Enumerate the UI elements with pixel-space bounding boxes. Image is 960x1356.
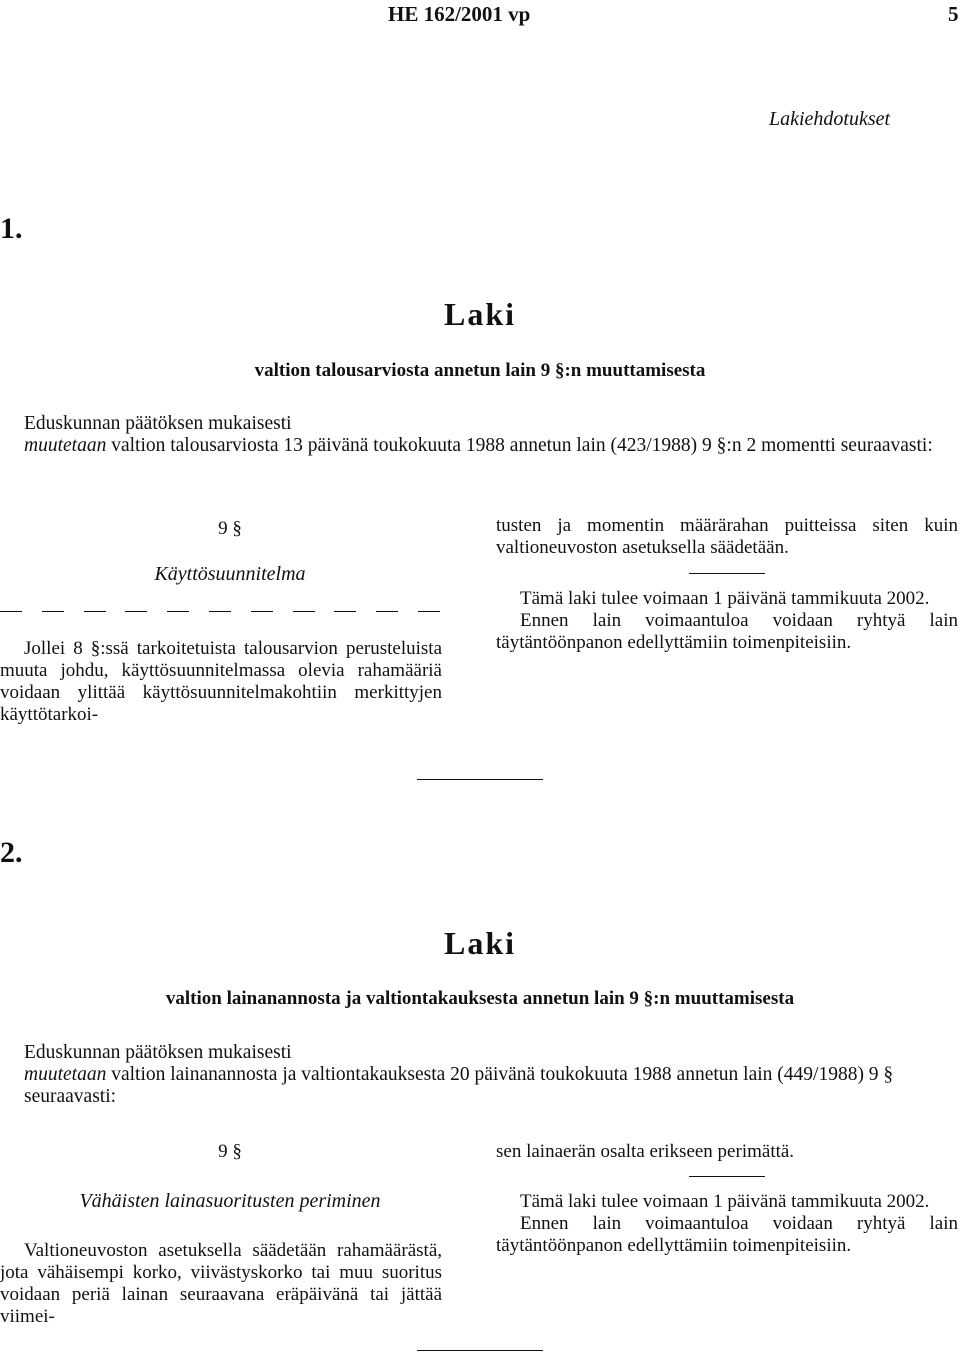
- law2-number: 2.: [0, 836, 23, 869]
- law2-section-heading: Vähäisten lainasuoritusten periminen: [79, 1190, 381, 1212]
- section-title: Lakiehdotukset: [769, 108, 891, 130]
- law2-title: Laki: [443, 925, 517, 961]
- law1-body-left-text: Jollei 8 §:ssä tarkoitetuista talousarvion perusteluista muuta johdu, käyttösuunnitelmassa olevia rahamääriä voidaan ylittää käyttösuunnitelmakohtiin merkittyjen käyttötarkoi-: [0, 638, 442, 725]
- law1-body-right-text: tusten ja momentin määrärahan puitteissa siten kuin valtioneuvoston asetuksella säädetään.: [496, 515, 958, 558]
- law1-end-rule: [417, 779, 543, 780]
- law1-preparatory-measures: Ennen lain voimaantuloa voidaan ryhtyä lain täytäntöönpanon edellyttämiin toimenpiteisiin.: [496, 610, 958, 653]
- law2-preparatory-measures: Ennen lain voimaantuloa voidaan ryhtyä lain täytäntöönpanon edellyttämiin toimenpiteisiin.: [496, 1213, 958, 1256]
- law1-subtitle: valtion talousarviosta annetun lain 9 §:n muuttamisesta: [254, 360, 706, 381]
- law1-intro-line1: Eduskunnan päätöksen mukaisesti: [24, 413, 292, 434]
- law1-entry-into-force: Tämä laki tulee voimaan 1 päivänä tammikuuta 2002.: [520, 588, 930, 609]
- law2-body-right-text: sen lainaerän osalta erikseen perimättä.: [496, 1141, 795, 1162]
- law2-subtitle: valtion lainanannosta ja valtiontakauksesta annetun lain 9 §:n muuttamisesta: [165, 988, 795, 1009]
- law1-number: 1.: [0, 212, 23, 245]
- law2-intro-line1: Eduskunnan päätöksen mukaisesti: [24, 1042, 292, 1063]
- law2-entry-into-force: Tämä laki tulee voimaan 1 päivänä tammikuuta 2002.: [520, 1191, 930, 1212]
- law2-body-right: [496, 1141, 958, 1257]
- law1-short-rule: [689, 573, 765, 574]
- law1-body-left: [0, 638, 442, 726]
- law1-intro-verb: muutetaan: [24, 435, 107, 456]
- law2-end-rule: [417, 1350, 543, 1351]
- law1-title: Laki: [443, 296, 517, 332]
- law2-intro: [0, 1042, 958, 1108]
- page-number: 5: [948, 2, 959, 26]
- law1-section-sign: 9 §: [218, 518, 242, 539]
- document-id: HE 162/2001 vp: [388, 2, 531, 26]
- law2-short-rule: [689, 1176, 765, 1177]
- law2-body-left-text: Valtioneuvoston asetuksella säädetään rahamäärästä, jota vähäisempi korko, viivästyskorko tai muu suoritus voidaan periä lainan seuraavana eräpäivänä tai jättää viimei-: [0, 1240, 442, 1327]
- law1-intro-rest: valtion talousarviosta 13 päivänä toukokuuta 1988 annetun lain (423/1988) 9 §:n 2 momentti seuraavasti:: [106, 435, 933, 456]
- law2-body-left: [0, 1240, 442, 1328]
- law1-body-right: [496, 515, 958, 654]
- law1-omission-dashes: [0, 611, 440, 612]
- law2-intro-verb: muutetaan: [24, 1064, 107, 1085]
- law1-section-heading: Käyttösuunnitelma: [154, 563, 306, 585]
- law2-section-sign: 9 §: [218, 1141, 242, 1162]
- law2-intro-rest: valtion lainanannosta ja valtiontakauksesta 20 päivänä toukokuuta 1988 annetun lain (449/1988) 9 § seuraavasti:: [24, 1064, 894, 1107]
- law1-intro: [0, 413, 958, 457]
